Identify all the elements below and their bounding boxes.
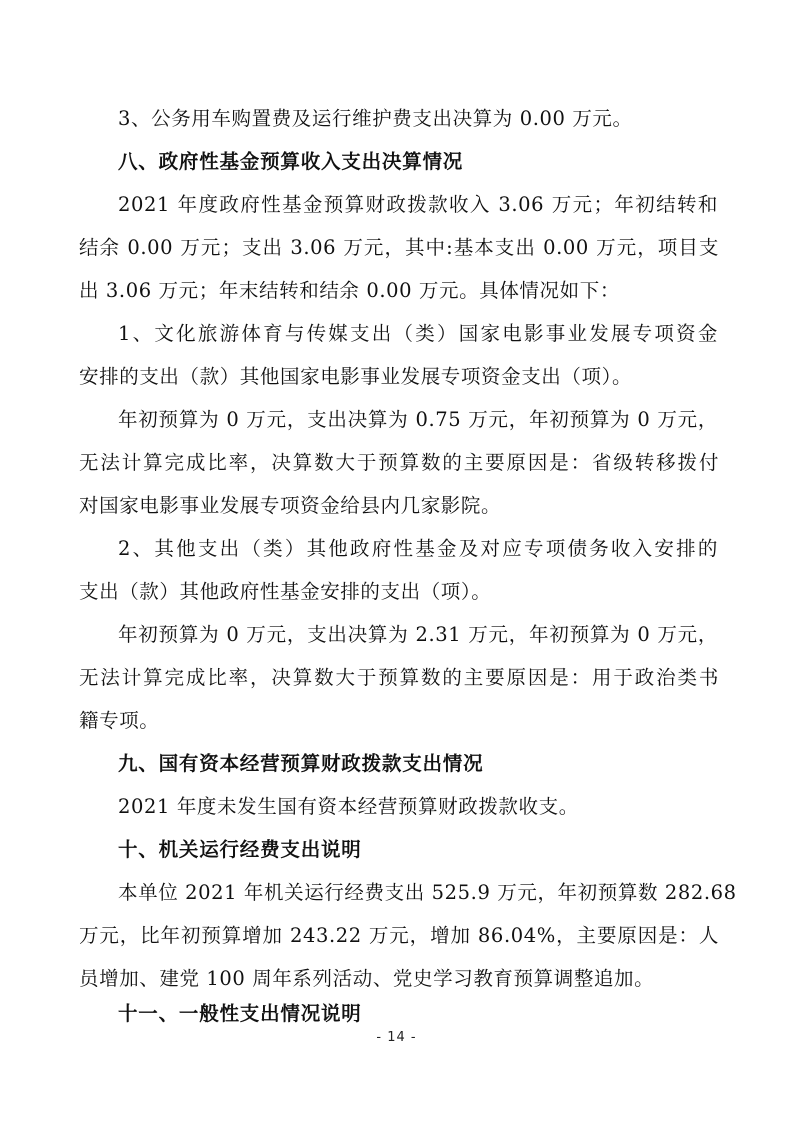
paragraph-line: 本单位 2021 年机关运行经费支出 525.9 万元，年初预算数 282.68 [118,881,737,904]
paragraph-line: 3、公务用车购置费及运行维护费支出决算为 0.00 万元。 [118,107,633,130]
paragraph-line: 年初预算为 0 万元，支出决算为 0.75 万元，年初预算为 0 万元， [118,408,718,431]
paragraph-line: 安排的支出（款）其他国家电影事业发展专项资金支出（项）。 [79,365,633,388]
paragraph-line: 无法计算完成比率，决算数大于预算数的主要原因是：用于政治类书 [79,666,719,689]
paragraph-line: 籍专项。 [79,709,160,732]
page-number: - 14 - [376,1030,417,1045]
paragraph-line: 年初预算为 0 万元，支出决算为 2.31 万元，年初预算为 0 万元， [118,623,718,646]
paragraph-line: 2、其他支出（类）其他政府性基金及对应专项债务收入安排的 [118,537,718,560]
section-heading-8: 八、政府性基金预算收入支出决算情况 [118,150,464,173]
paragraph-line: 2021 年度政府性基金预算财政拨款收入 3.06 万元；年初结转和 [118,193,718,216]
paragraph-line: 1、文化旅游体育与传媒支出（类）国家电影事业发展专项资金 [118,322,718,345]
paragraph-line: 2021 年度未发生国有资本经营预算财政拨款收支。 [118,795,579,818]
paragraph-line: 无法计算完成比率，决算数大于预算数的主要原因是：省级转移拨付 [79,451,719,474]
section-heading-10: 十、机关运行经费支出说明 [118,838,362,861]
section-heading-9: 九、国有资本经营预算财政拨款支出情况 [118,752,484,775]
paragraph-line: 结余 0.00 万元；支出 3.06 万元，其中:基本支出 0.00 万元，项目支 [79,236,719,259]
paragraph-line: 出 3.06 万元；年末结转和结余 0.00 万元。具体情况如下： [79,279,620,302]
paragraph-line: 员增加、建党 100 周年系列活动、党史学习教育预算调整追加。 [79,967,655,990]
paragraph-line: 对国家电影事业发展专项资金给县内几家影院。 [79,494,502,517]
section-heading-11: 十一、一般性支出情况说明 [118,1002,362,1025]
paragraph-line: 支出（款）其他政府性基金安排的支出（项）。 [79,580,492,603]
paragraph-line: 万元，比年初预算增加 243.22 万元，增加 86.04%，主要原因是：人 [79,924,719,947]
